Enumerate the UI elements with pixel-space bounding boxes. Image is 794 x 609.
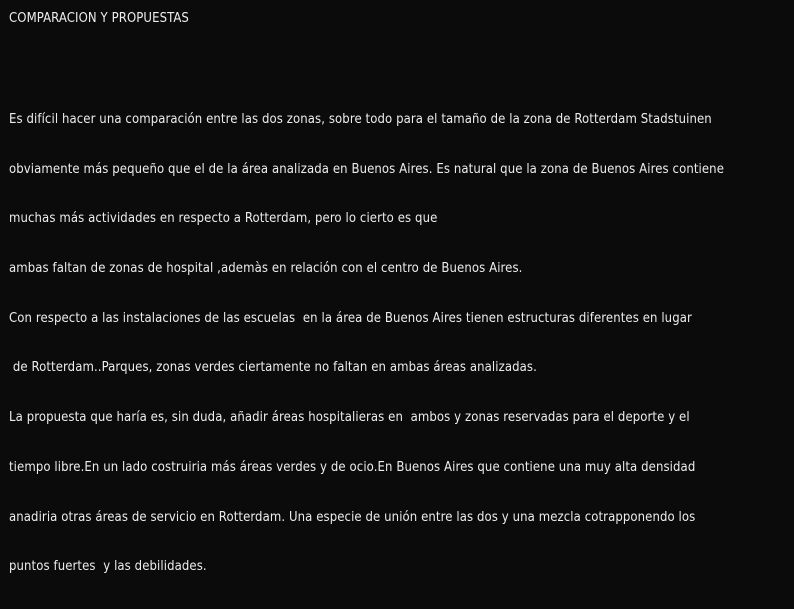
body-line: puntos fuertes y las debilidades.	[9, 559, 207, 575]
body-line: Es difícil hacer una comparación entre las dos zonas, sobre todo para el tamaño de la zona de Rotterdam Stadstuinen	[9, 112, 712, 127]
body-line: muchas más actividades en respecto a Rotterdam, pero lo cierto es que	[9, 211, 438, 227]
body-line: de Rotterdam..Parques, zonas verdes ciertamente no faltan en ambas áreas analizadas.	[9, 360, 537, 376]
body-line: tiempo libre.En un lado costruiria más áreas verdes y de ocio.En Buenos Aires que contiene una muy alta densidad	[9, 459, 696, 475]
body-line: obviamente más pequeño que el de la área analizada en Buenos Aires. Es natural que la zona de Buenos Aires contiene	[9, 161, 724, 177]
document-title: COMPARACION Y PROPUESTAS	[9, 11, 189, 26]
body-line: anadiria otras áreas de servicio en Rotterdam. Una especie de unión entre las dos y una mezcla cotrapponendo los	[9, 509, 696, 525]
body-line: La propuesta que haría es, sin duda, añadir áreas hospitalieras en ambos y zonas reservadas para el deporte y el	[9, 410, 690, 426]
body-line: Con respecto a las instalaciones de las escuelas en la área de Buenos Aires tienen estructuras diferentes en lugar	[9, 310, 692, 326]
body-line: ambas faltan de zonas de hospital ,ademàs en relación con el centro de Buenos Aires.	[9, 261, 523, 277]
document-body	[9, 112, 724, 609]
